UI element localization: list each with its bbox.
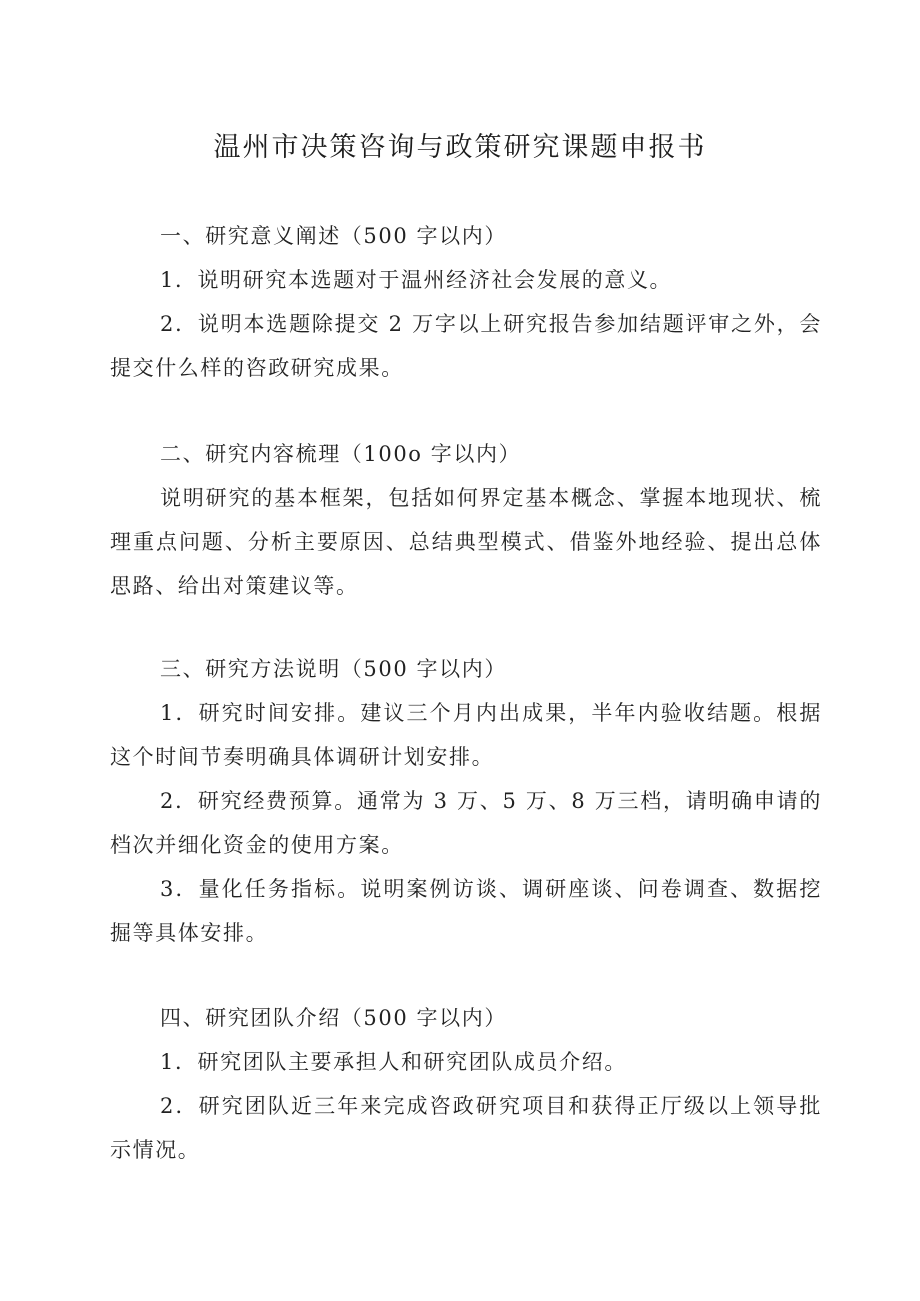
document-title: 温州市决策咨询与政策研究课题申报书 (213, 132, 707, 163)
paragraph: 1．研究团队主要承担人和研究团队成员介绍。 (160, 1050, 627, 1074)
paragraph: 3．量化任务指标。说明案例访谈、调研座谈、问卷调查、数据挖掘等具体安排。 (110, 877, 822, 945)
section-heading: 四、研究团队介绍（500 字以内） (160, 1006, 507, 1030)
paragraph: 2．研究团队近三年来完成咨政研究项目和获得正厅级以上领导批示情况。 (110, 1094, 822, 1162)
paragraph: 1．研究时间安排。建议三个月内出成果，半年内验收结题。根据这个时间节奏明确具体调研计划安排。 (110, 701, 822, 769)
section-research-content (110, 432, 822, 608)
section-heading: 三、研究方法说明（500 字以内） (160, 657, 507, 681)
section-research-significance (110, 214, 822, 390)
paragraph: 1．说明研究本选题对于温州经济社会发展的意义。 (160, 268, 673, 292)
section-heading: 二、研究内容梳理（100o 字以内） (160, 442, 522, 466)
section-heading: 一、研究意义阐述（500 字以内） (160, 224, 507, 248)
paragraph: 2．说明本选题除提交 2 万字以上研究报告参加结题评审之外，会提交什么样的咨政研究成果。 (110, 312, 822, 380)
paragraph: 说明研究的基本框架，包括如何界定基本概念、掌握本地现状、梳理重点问题、分析主要原因、总结典型模式、借鉴外地经验、提出总体思路、给出对策建议等。 (110, 486, 822, 598)
section-research-team (110, 996, 822, 1172)
section-research-methods (110, 647, 822, 955)
paragraph: 2．研究经费预算。通常为 3 万、5 万、8 万三档，请明确申请的档次并细化资金的使用方案。 (110, 789, 822, 857)
